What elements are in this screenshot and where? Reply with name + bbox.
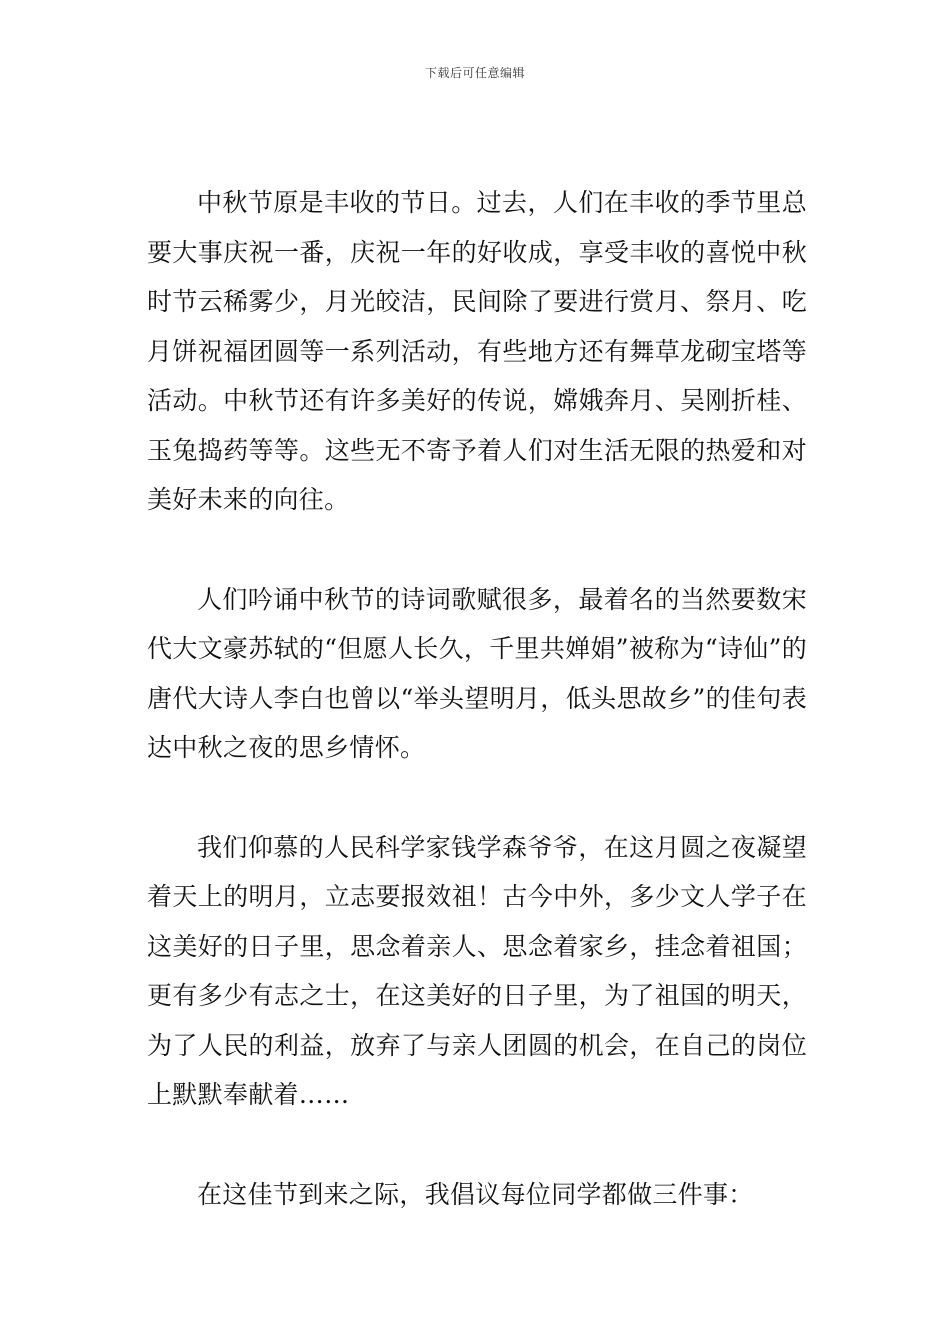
paragraph-poetry: 人们吟诵中秋节的诗词歌赋很多，最着名的当然要数宋代大文豪苏轼的“但愿人长久，千里共婵娟”被称为“诗仙”的唐代大诗人李白也曾以“举头望明月，低头思故乡”的佳句表达中秋之夜的思乡情怀。 [147,584,807,762]
page-header: 下载后可任意编辑 [424,66,525,80]
paragraph-harvest-festival: 中秋节原是丰收的节日。过去，人们在丰收的季节里总要大事庆祝一番，庆祝一年的好收成，享受丰收的喜悦中秋时节云稀雾少，月光皎洁，民间除了要进行赏月、祭月、吃月饼祝福团圆等一系列活动，有些地方还有舞草龙砌宝塔等活动。中秋节还有许多美好的传说，嫦娥奔月、吴刚折桂、玉兔捣药等等。这些无不寄予着人们对生活无限的热爱和对美好未来的向往。 [147,188,807,514]
paragraph-proposal: 在这佳节到来之际，我倡议每位同学都做三件事： [197,1179,754,1209]
paragraph-qian-xuesen: 我们仰慕的人民科学家钱学森爷爷，在这月圆之夜凝望着天上的明月，立志要报效祖！古今中外，多少文人学子在这美好的日子里，思念着亲人、思念着家乡，挂念着祖国；更有多少有志之士，在这美好的日子里，为了祖国的明天，为了人民的利益，放弃了与亲人团圆的机会，在自己的岗位上默默奉献着…… [147,832,807,1109]
document-body [147,178,807,1219]
